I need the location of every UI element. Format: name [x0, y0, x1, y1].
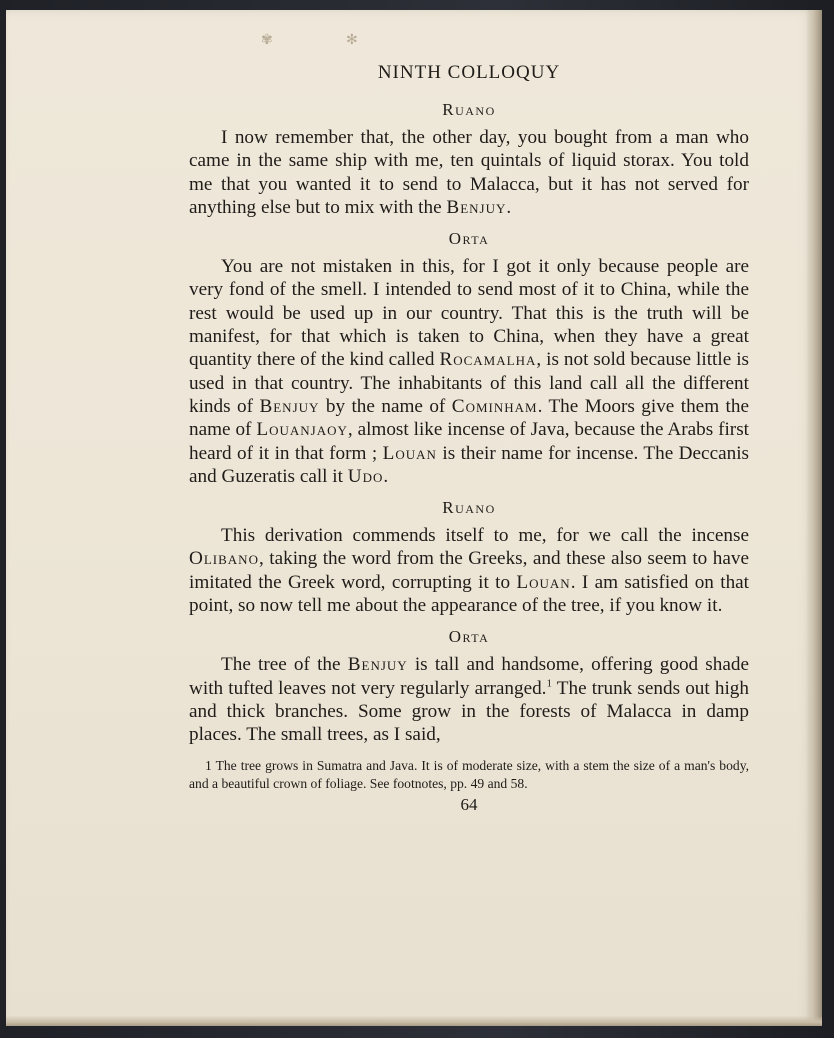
text-run: . [506, 196, 512, 218]
text-run: is tall and handsome, offering good shade with tufted leaves not very regularly arranged. [189, 654, 749, 699]
small-caps-term: Rocamalha [439, 349, 537, 371]
text-run: You are not mistaken in this, for I got it only because people are very fond of the smell. I intended to send most of it to China, while the rest would be used up in our country. That this is the truth will be manifest, for that which is taken to China, when they have a great quantity there of the kind called [189, 256, 749, 371]
small-caps-term: Louan [382, 442, 437, 464]
running-head: NINTH COLLOQUY [377, 62, 561, 83]
text-run: This derivation commends itself to me, for we call the incense [221, 525, 749, 547]
dialogue-paragraph [189, 653, 749, 746]
text-run: , almost like incense of Java, because the Arabs first heard of it in that form ; [189, 419, 749, 464]
page-number: 64 [460, 794, 478, 814]
dialogue-blocks [189, 100, 749, 747]
dialogue-paragraph [189, 126, 749, 219]
text-run: . I am satisfied on that point, so now tell me about the appearance of the tree, if you know it. [189, 571, 750, 617]
dialogue-paragraph [189, 524, 749, 617]
footnote-marker: 1 [205, 757, 212, 773]
text-run: The trunk sends out high and thick branches. Some grow in the forests of Malacca in damp places. The small trees, as I said, [189, 677, 749, 746]
small-caps-term: Benjuy [259, 395, 320, 417]
page-edge-right [806, 10, 822, 1026]
small-caps-term: Cominham [451, 395, 538, 417]
text-run: , is not sold because little is used in that country. The inhabitants of this land call all the different kinds of [189, 349, 749, 417]
footnote-text: The tree grows in Sumatra and Java. It is of moderate size, with a stem the size of a man's body, and a beautiful crown of foliage. See footnotes, pp. 49 and 58. [189, 757, 750, 791]
small-caps-term: Benjuy [446, 196, 507, 218]
small-caps-term: Udo [347, 465, 384, 487]
small-caps-term: Benjuy [347, 654, 408, 676]
footnote [189, 757, 749, 793]
text-run: I now remember that, the other day, you bought from a man who came in the same ship with me, ten quintals of liquid storax. You told me that you wanted it to send to Malacca, but it has not served for anything else but to mix with the [189, 127, 749, 218]
text-run: is their name for incense. The Deccanis and Guzeratis call it [189, 442, 749, 487]
speaker-name: Orta [448, 627, 490, 647]
speaker-name: Ruano [442, 100, 496, 119]
text-run: The tree of the [221, 654, 348, 676]
speaker-name: Orta [448, 229, 490, 249]
book-page [6, 10, 822, 1026]
text-run: by the name of [319, 395, 452, 417]
small-caps-term: Louanjaoy [256, 419, 348, 441]
ornament-mark-icon: ✻ [346, 33, 358, 48]
ornament-mark-icon: ✾ [261, 33, 273, 48]
text-run: , taking the word from the Greeks, and these also seem to have imitated the Greek word, corrupting it to [189, 548, 749, 593]
footnote-reference: 1 [546, 677, 552, 690]
page-edge-bottom [6, 1016, 822, 1026]
small-caps-term: Olibano [189, 548, 259, 570]
small-caps-term: Louan [516, 571, 571, 593]
text-run: . [383, 465, 389, 487]
page-content [189, 62, 749, 815]
text-run: . The Moors give them the name of [189, 395, 749, 441]
dialogue-paragraph [189, 255, 749, 488]
speaker-name: Ruano [442, 498, 496, 518]
